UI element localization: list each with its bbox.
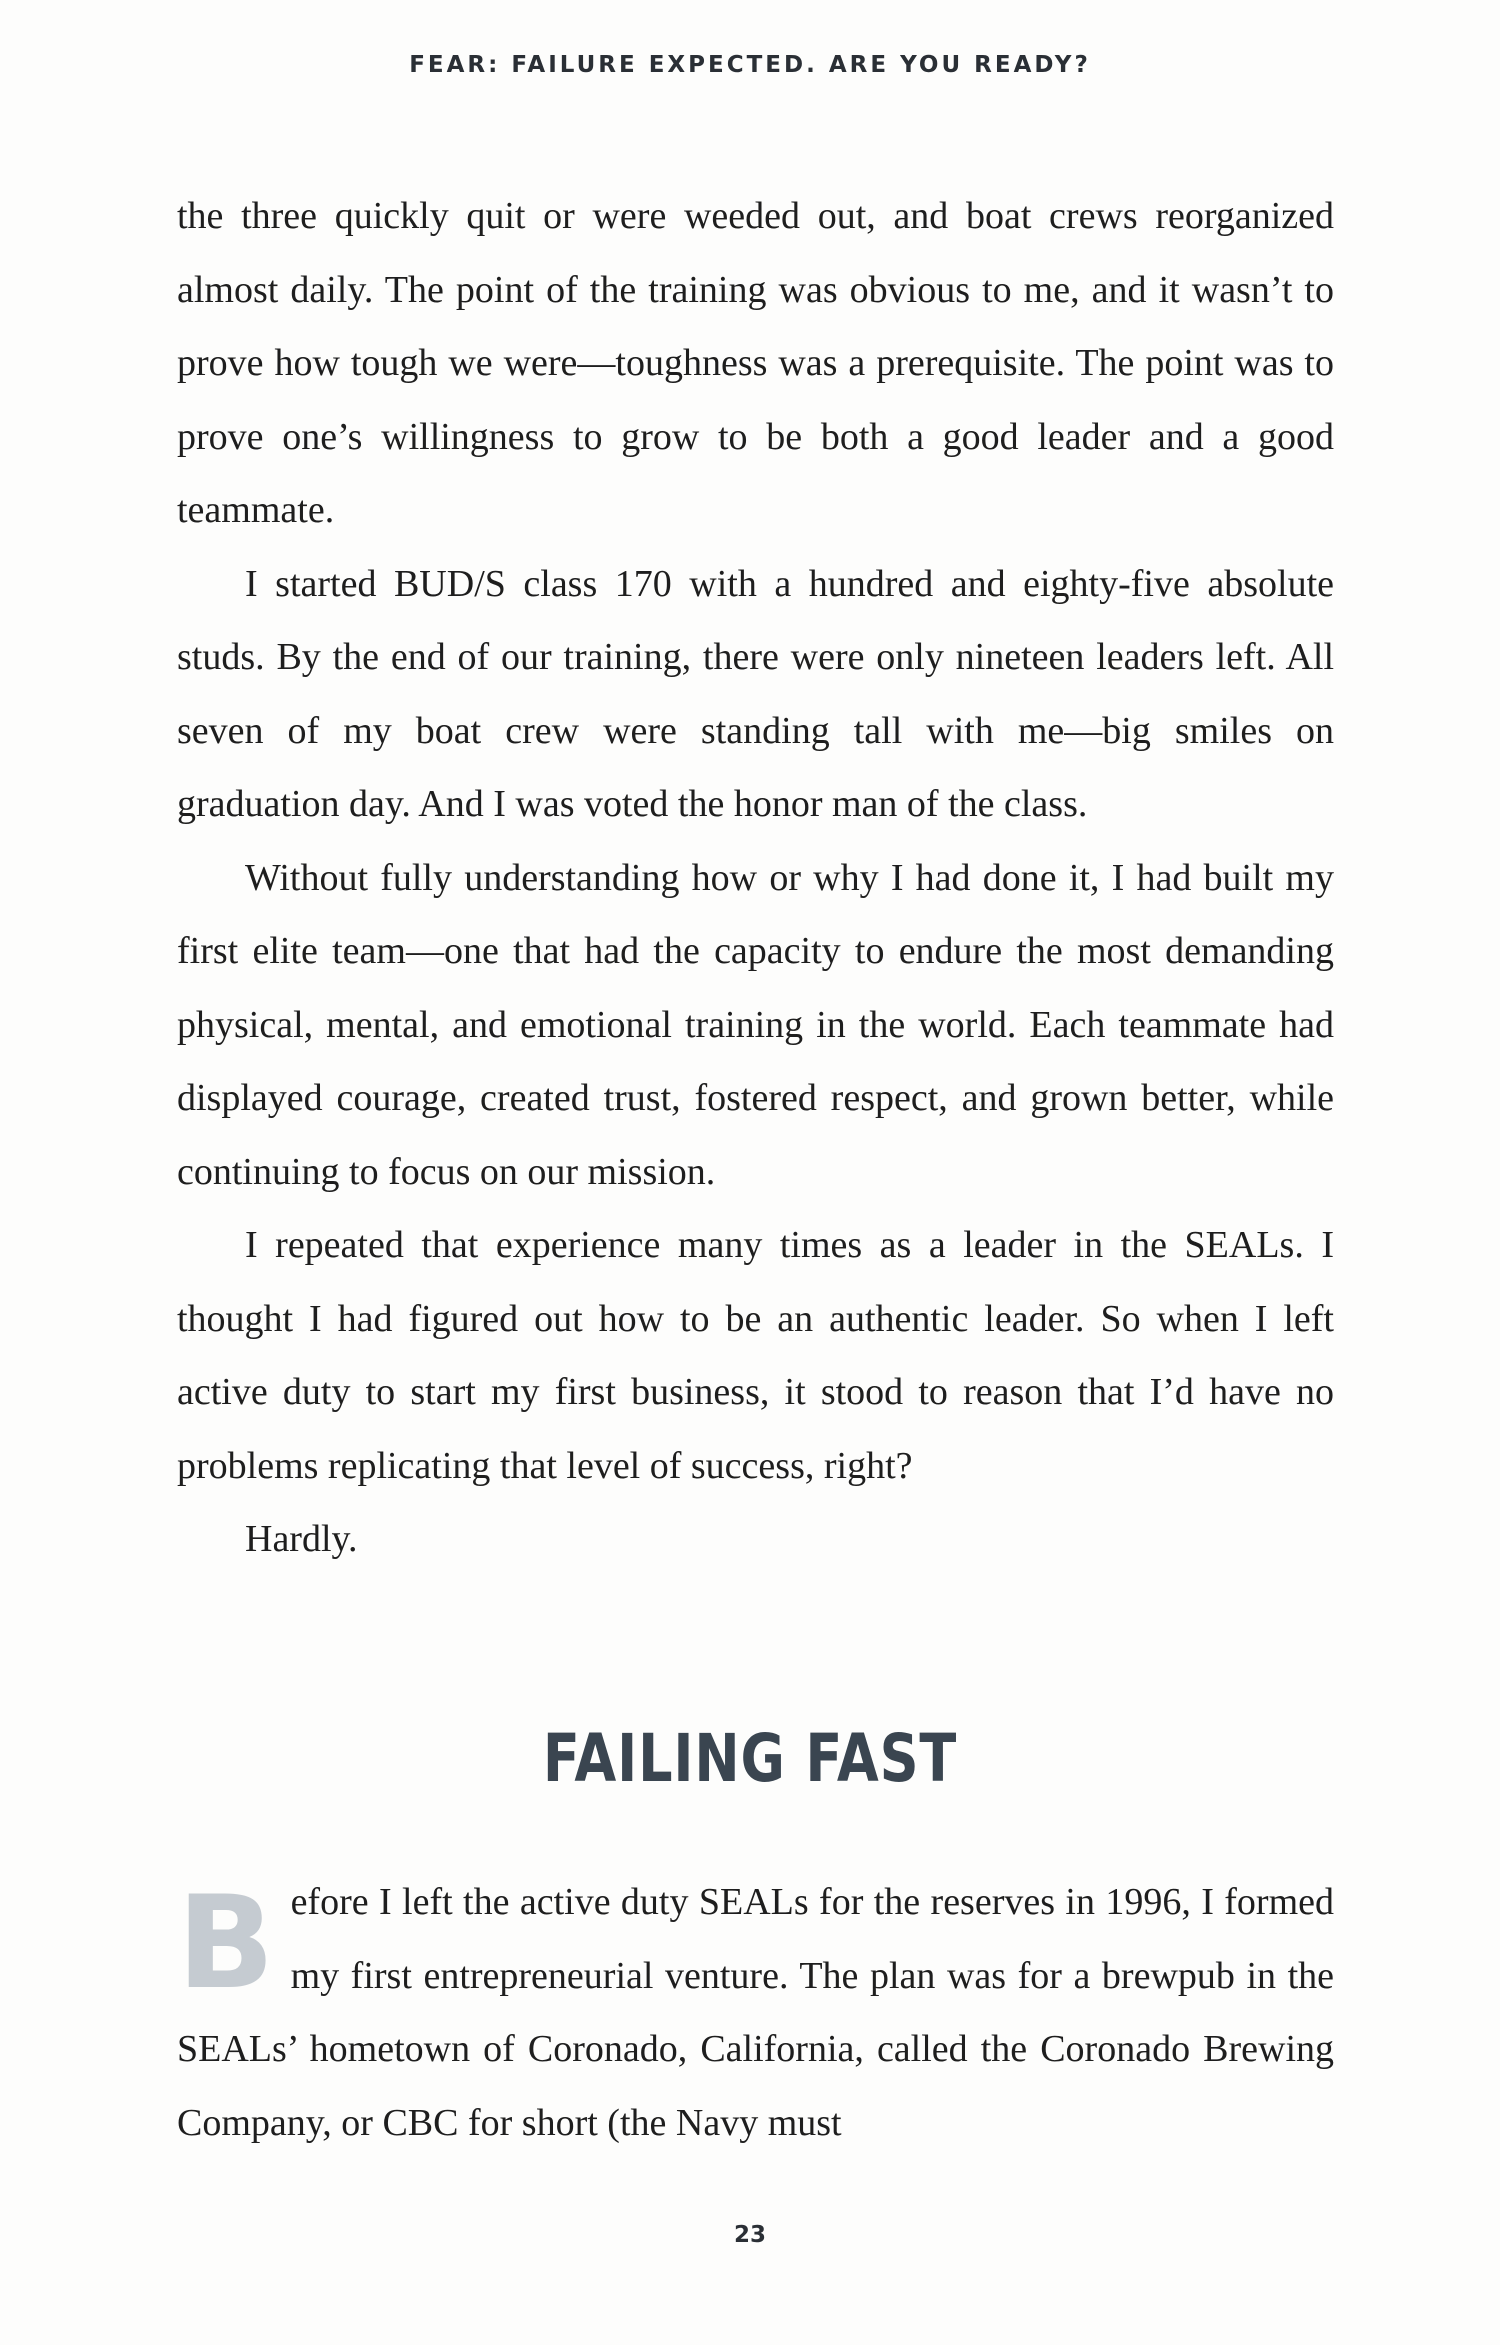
paragraph: Without fully understanding how or why I had done it, I had built my first elite team—one that had the capacity to endure the most demanding physical, mental, and emotional training in the world. Each teammate had displayed courage, created trust, fostered respect, and grown better, while continuing to focus on our mission.	[177, 856, 1334, 1193]
section-heading: FAILING FAST	[542, 1720, 958, 1797]
section-first-paragraph-text: efore I left the active duty SEALs for the reserves in 1996, I formed my first entrepreneurial venture. The plan was for a brewpub in the SEALs’ hometown of Coronado, California, called the Coronado Brewing Company, or CBC for short (the Navy must	[177, 1881, 1334, 2144]
section-first-paragraph	[177, 1866, 1334, 2160]
paragraph: Hardly.	[245, 1518, 358, 1560]
paragraph: I repeated that experience many times as a leader in the SEALs. I thought I had figured out how to be an authentic leader. So when I left active duty to start my first business, it stood to reason that I’d have no problems replicating that level of success, right?	[177, 1224, 1334, 1487]
paragraph-continued: the three quickly quit or were weeded out, and boat crews reorganized almost daily. The point of the training was obvious to me, and it wasn’t to prove how tough we were—toughness was a prerequisite. The point was to prove one’s willingness to grow to be both a good leader and a good teammate.	[177, 195, 1334, 531]
page-number: 23	[733, 2222, 766, 2248]
drop-cap: B	[177, 1869, 275, 2018]
running-head: FEAR: FAILURE EXPECTED. ARE YOU READY?	[409, 52, 1091, 78]
body-text	[177, 180, 1334, 1577]
paragraph: I started BUD/S class 170 with a hundred and eighty-five absolute studs. By the end of our training, there were only nineteen leaders left. All seven of my boat crew were standing tall with me—big smiles on graduation day. And I was voted the honor man of the class.	[177, 562, 1334, 825]
section-text	[177, 1866, 1334, 2160]
